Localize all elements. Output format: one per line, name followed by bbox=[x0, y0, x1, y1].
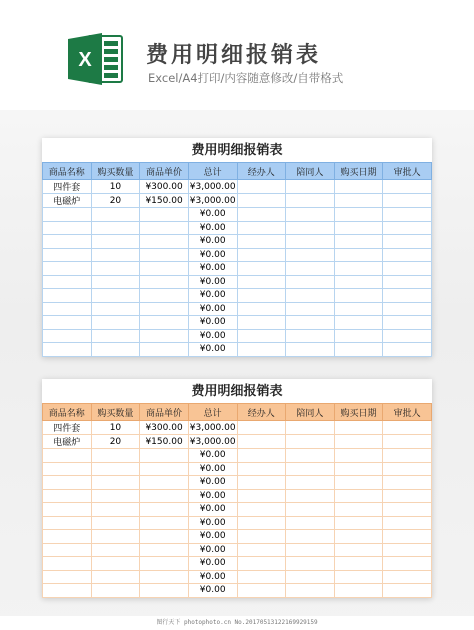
expense-sheet-orange bbox=[42, 379, 432, 598]
table-cell[interactable] bbox=[91, 248, 140, 262]
table-cell[interactable]: 10 bbox=[91, 421, 140, 435]
table-cell[interactable]: ¥0.00 bbox=[188, 343, 237, 357]
table-cell[interactable] bbox=[286, 530, 335, 544]
table-cell[interactable]: ¥0.00 bbox=[188, 462, 237, 476]
table-cell[interactable] bbox=[140, 584, 189, 598]
table-cell[interactable] bbox=[334, 435, 383, 449]
table-cell[interactable]: ¥0.00 bbox=[188, 530, 237, 544]
table-cell[interactable] bbox=[91, 516, 140, 530]
table-row bbox=[43, 435, 432, 449]
column-header: 陪同人 bbox=[286, 163, 335, 180]
table-cell[interactable] bbox=[237, 516, 286, 530]
table-cell[interactable] bbox=[334, 421, 383, 435]
table-cell[interactable] bbox=[140, 289, 189, 303]
column-header: 商品单价 bbox=[140, 163, 189, 180]
table-cell[interactable]: ¥3,000.00 bbox=[189, 422, 236, 433]
excel-logo-icon bbox=[68, 32, 124, 86]
table-cell[interactable] bbox=[334, 208, 383, 222]
table-cell[interactable] bbox=[140, 449, 189, 463]
table-cell[interactable] bbox=[286, 516, 335, 530]
table-cell[interactable] bbox=[286, 489, 335, 503]
table-cell[interactable] bbox=[140, 476, 189, 490]
table-cell[interactable] bbox=[237, 262, 286, 276]
table-cell[interactable] bbox=[237, 316, 286, 330]
table-cell[interactable] bbox=[91, 275, 140, 289]
table-cell[interactable] bbox=[91, 584, 140, 598]
column-header: 总计 bbox=[188, 404, 237, 421]
table-cell[interactable] bbox=[383, 316, 432, 330]
table-cell[interactable] bbox=[383, 194, 432, 208]
table-cell[interactable] bbox=[286, 557, 335, 571]
table-cell[interactable] bbox=[334, 530, 383, 544]
table-cell[interactable] bbox=[334, 180, 383, 194]
column-header: 总计 bbox=[188, 163, 237, 180]
table-cell[interactable]: ¥0.00 bbox=[188, 570, 237, 584]
table-cell[interactable] bbox=[383, 248, 432, 262]
table-cell[interactable]: ¥0.00 bbox=[188, 316, 237, 330]
table-cell[interactable]: 20 bbox=[91, 194, 140, 208]
column-header: 商品名称 bbox=[43, 163, 92, 180]
table-cell[interactable] bbox=[237, 489, 286, 503]
table-cell[interactable] bbox=[140, 489, 189, 503]
table-row bbox=[43, 194, 432, 208]
table-cell[interactable] bbox=[383, 435, 432, 449]
table-cell[interactable] bbox=[91, 503, 140, 517]
table-cell[interactable]: 四件套 bbox=[43, 421, 92, 435]
table-cell[interactable] bbox=[140, 543, 189, 557]
table-cell[interactable] bbox=[140, 503, 189, 517]
column-header: 审批人 bbox=[383, 404, 432, 421]
column-header: 商品单价 bbox=[140, 404, 189, 421]
table-cell[interactable] bbox=[237, 476, 286, 490]
table-cell[interactable]: ¥0.00 bbox=[188, 503, 237, 517]
table-cell[interactable] bbox=[334, 235, 383, 249]
table-cell[interactable] bbox=[43, 449, 92, 463]
column-header: 审批人 bbox=[383, 163, 432, 180]
table-cell[interactable] bbox=[237, 435, 286, 449]
table-row bbox=[43, 235, 432, 249]
table-row bbox=[43, 248, 432, 262]
table-cell[interactable] bbox=[286, 316, 335, 330]
table-cell[interactable] bbox=[43, 329, 92, 343]
table-cell[interactable] bbox=[91, 316, 140, 330]
table-cell[interactable] bbox=[43, 476, 92, 490]
table-cell[interactable] bbox=[383, 329, 432, 343]
table-cell[interactable]: ¥0.00 bbox=[188, 235, 237, 249]
table-cell[interactable]: ¥150.00 bbox=[140, 435, 189, 449]
sheet-title: 费用明细报销表 bbox=[191, 143, 283, 158]
table-cell[interactable] bbox=[91, 221, 140, 235]
table-cell[interactable] bbox=[43, 343, 92, 357]
header bbox=[0, 0, 474, 110]
table-cell[interactable]: ¥0.00 bbox=[188, 208, 237, 222]
table-row bbox=[43, 421, 432, 435]
table-cell[interactable] bbox=[43, 248, 92, 262]
table-cell[interactable] bbox=[383, 530, 432, 544]
table-cell[interactable] bbox=[383, 462, 432, 476]
table-cell[interactable]: ¥300.00 bbox=[140, 180, 189, 194]
table-cell[interactable] bbox=[334, 543, 383, 557]
table-row bbox=[43, 316, 432, 330]
table-cell[interactable] bbox=[334, 489, 383, 503]
table-cell[interactable] bbox=[334, 289, 383, 303]
table-cell[interactable]: ¥0.00 bbox=[188, 262, 237, 276]
table-cell[interactable]: ¥0.00 bbox=[188, 449, 237, 463]
table-cell[interactable] bbox=[286, 570, 335, 584]
watermark-footer: 图行天下 photophoto.cn No.20170513122169929159 bbox=[0, 616, 474, 630]
table-cell[interactable] bbox=[286, 543, 335, 557]
table-cell[interactable] bbox=[334, 221, 383, 235]
table-cell[interactable] bbox=[334, 194, 383, 208]
table-cell[interactable]: ¥3,000.00 bbox=[189, 195, 236, 206]
table-cell[interactable] bbox=[91, 462, 140, 476]
table-cell[interactable] bbox=[383, 302, 432, 316]
table-cell[interactable] bbox=[286, 275, 335, 289]
page-title: 费用明细报销表 bbox=[146, 43, 322, 68]
table-cell[interactable] bbox=[383, 584, 432, 598]
table-cell[interactable] bbox=[237, 584, 286, 598]
table-cell[interactable] bbox=[334, 557, 383, 571]
table-cell[interactable] bbox=[91, 208, 140, 222]
table-cell[interactable]: ¥0.00 bbox=[188, 557, 237, 571]
table-cell[interactable] bbox=[140, 530, 189, 544]
table-row bbox=[43, 221, 432, 235]
table-cell[interactable] bbox=[383, 275, 432, 289]
table-cell[interactable] bbox=[383, 208, 432, 222]
table-cell[interactable] bbox=[383, 516, 432, 530]
table-cell[interactable] bbox=[286, 329, 335, 343]
table-cell[interactable] bbox=[237, 194, 286, 208]
table-cell[interactable] bbox=[91, 235, 140, 249]
table-cell[interactable]: ¥0.00 bbox=[188, 489, 237, 503]
table-cell[interactable]: 20 bbox=[91, 435, 140, 449]
table-cell[interactable] bbox=[237, 449, 286, 463]
table-cell[interactable] bbox=[140, 462, 189, 476]
table-row bbox=[43, 489, 432, 503]
table-row bbox=[43, 570, 432, 584]
table-row bbox=[43, 302, 432, 316]
table-cell[interactable]: 电磁炉 bbox=[43, 194, 92, 208]
table-cell[interactable] bbox=[237, 180, 286, 194]
table-cell[interactable] bbox=[237, 503, 286, 517]
table-cell[interactable] bbox=[237, 208, 286, 222]
table-cell[interactable] bbox=[286, 194, 335, 208]
table-cell[interactable] bbox=[334, 262, 383, 276]
table-cell[interactable] bbox=[383, 570, 432, 584]
table-cell[interactable] bbox=[91, 557, 140, 571]
table-cell[interactable] bbox=[383, 476, 432, 490]
table-header-row bbox=[43, 404, 432, 421]
table-cell[interactable] bbox=[237, 302, 286, 316]
table-cell[interactable]: ¥0.00 bbox=[188, 248, 237, 262]
table-cell[interactable] bbox=[140, 302, 189, 316]
table-row bbox=[43, 462, 432, 476]
table-cell[interactable] bbox=[43, 570, 92, 584]
table-cell[interactable]: 电磁炉 bbox=[43, 435, 92, 449]
table-cell[interactable] bbox=[140, 316, 189, 330]
table-cell[interactable] bbox=[286, 262, 335, 276]
table-cell[interactable] bbox=[237, 221, 286, 235]
table-cell[interactable] bbox=[140, 329, 189, 343]
table-cell[interactable] bbox=[286, 343, 335, 357]
table-cell[interactable] bbox=[286, 449, 335, 463]
table-cell[interactable]: ¥0.00 bbox=[188, 516, 237, 530]
column-header: 经办人 bbox=[237, 404, 286, 421]
table-cell[interactable] bbox=[91, 329, 140, 343]
table-cell[interactable]: ¥0.00 bbox=[188, 584, 237, 598]
table-row bbox=[43, 449, 432, 463]
table-cell[interactable] bbox=[140, 221, 189, 235]
table-cell[interactable] bbox=[334, 343, 383, 357]
table-cell[interactable] bbox=[237, 343, 286, 357]
table-row bbox=[43, 343, 432, 357]
table-cell[interactable] bbox=[43, 235, 92, 249]
column-header: 购买数量 bbox=[91, 404, 140, 421]
table-cell[interactable] bbox=[91, 570, 140, 584]
table-cell[interactable]: ¥0.00 bbox=[188, 221, 237, 235]
table-row bbox=[43, 262, 432, 276]
table-cell[interactable] bbox=[286, 289, 335, 303]
table-cell[interactable] bbox=[286, 248, 335, 262]
table-cell[interactable] bbox=[334, 570, 383, 584]
table-cell[interactable] bbox=[334, 462, 383, 476]
table-cell[interactable] bbox=[237, 289, 286, 303]
table-row bbox=[43, 503, 432, 517]
table-cell[interactable] bbox=[383, 543, 432, 557]
table-cell[interactable] bbox=[334, 476, 383, 490]
sheet-title: 费用明细报销表 bbox=[191, 384, 283, 399]
table-cell[interactable] bbox=[383, 489, 432, 503]
table-cell[interactable] bbox=[140, 208, 189, 222]
table-row bbox=[43, 543, 432, 557]
table-cell[interactable] bbox=[237, 421, 286, 435]
table-cell[interactable]: ¥0.00 bbox=[188, 329, 237, 343]
table-cell[interactable]: ¥150.00 bbox=[140, 194, 189, 208]
table-cell[interactable] bbox=[237, 543, 286, 557]
table-cell[interactable] bbox=[43, 503, 92, 517]
table-cell[interactable]: ¥0.00 bbox=[188, 543, 237, 557]
table-row bbox=[43, 557, 432, 571]
column-header: 商品名称 bbox=[43, 404, 92, 421]
table-cell[interactable] bbox=[91, 262, 140, 276]
table-cell[interactable] bbox=[91, 476, 140, 490]
table-cell[interactable] bbox=[286, 302, 335, 316]
table-cell[interactable]: ¥0.00 bbox=[188, 275, 237, 289]
table-cell[interactable] bbox=[334, 584, 383, 598]
table-cell[interactable] bbox=[237, 235, 286, 249]
table-cell[interactable] bbox=[91, 489, 140, 503]
table-cell[interactable] bbox=[237, 530, 286, 544]
table-cell[interactable]: ¥300.00 bbox=[140, 421, 189, 435]
table-cell[interactable] bbox=[383, 421, 432, 435]
table-cell[interactable] bbox=[334, 302, 383, 316]
table-cell[interactable] bbox=[286, 476, 335, 490]
table-cell[interactable] bbox=[383, 235, 432, 249]
table-cell[interactable] bbox=[237, 570, 286, 584]
column-header: 购买日期 bbox=[334, 404, 383, 421]
table-cell[interactable] bbox=[140, 343, 189, 357]
table-cell[interactable]: 10 bbox=[91, 180, 140, 194]
table-cell[interactable] bbox=[43, 584, 92, 598]
table-cell[interactable] bbox=[334, 248, 383, 262]
table-cell[interactable] bbox=[383, 180, 432, 194]
table-cell[interactable] bbox=[43, 543, 92, 557]
table-cell[interactable] bbox=[286, 435, 335, 449]
table-cell[interactable] bbox=[140, 275, 189, 289]
table-cell[interactable] bbox=[43, 462, 92, 476]
table-cell[interactable]: ¥0.00 bbox=[188, 476, 237, 490]
table-cell[interactable] bbox=[237, 248, 286, 262]
column-header: 经办人 bbox=[237, 163, 286, 180]
table-cell[interactable] bbox=[383, 449, 432, 463]
table-cell[interactable] bbox=[43, 302, 92, 316]
table-cell[interactable] bbox=[91, 302, 140, 316]
table-row bbox=[43, 530, 432, 544]
column-header: 购买数量 bbox=[91, 163, 140, 180]
table-cell[interactable] bbox=[383, 343, 432, 357]
table-cell[interactable] bbox=[286, 584, 335, 598]
table-cell[interactable] bbox=[237, 275, 286, 289]
table-cell[interactable] bbox=[383, 503, 432, 517]
table-row bbox=[43, 476, 432, 490]
table-cell[interactable] bbox=[43, 557, 92, 571]
table-cell[interactable] bbox=[43, 489, 92, 503]
table-cell[interactable] bbox=[140, 516, 189, 530]
table-header-row bbox=[43, 163, 432, 180]
table-row bbox=[43, 208, 432, 222]
table-cell[interactable] bbox=[43, 516, 92, 530]
table-cell[interactable] bbox=[334, 329, 383, 343]
table-cell[interactable] bbox=[140, 262, 189, 276]
table-cell[interactable]: ¥3,000.00 bbox=[189, 436, 236, 447]
column-header: 购买日期 bbox=[334, 163, 383, 180]
table-cell[interactable] bbox=[91, 289, 140, 303]
table-cell[interactable] bbox=[286, 421, 335, 435]
table-cell[interactable]: ¥0.00 bbox=[188, 289, 237, 303]
table-cell[interactable] bbox=[383, 557, 432, 571]
table-cell[interactable] bbox=[140, 248, 189, 262]
expense-table bbox=[42, 162, 432, 357]
table-cell[interactable]: ¥3,000.00 bbox=[189, 181, 236, 192]
table-cell[interactable] bbox=[91, 343, 140, 357]
table-cell[interactable] bbox=[140, 557, 189, 571]
table-row bbox=[43, 275, 432, 289]
expense-table bbox=[42, 403, 432, 598]
table-cell[interactable] bbox=[43, 316, 92, 330]
table-cell[interactable] bbox=[140, 570, 189, 584]
table-cell[interactable] bbox=[334, 449, 383, 463]
table-cell[interactable] bbox=[286, 235, 335, 249]
table-row bbox=[43, 180, 432, 194]
table-cell[interactable] bbox=[91, 449, 140, 463]
column-header: 陪同人 bbox=[286, 404, 335, 421]
table-row bbox=[43, 584, 432, 598]
table-cell[interactable] bbox=[43, 208, 92, 222]
table-cell[interactable] bbox=[383, 262, 432, 276]
table-cell[interactable] bbox=[237, 329, 286, 343]
table-cell[interactable] bbox=[237, 462, 286, 476]
table-cell[interactable] bbox=[334, 503, 383, 517]
table-cell[interactable] bbox=[286, 462, 335, 476]
table-cell[interactable] bbox=[334, 275, 383, 289]
table-row bbox=[43, 329, 432, 343]
table-cell[interactable]: 四件套 bbox=[43, 180, 92, 194]
table-cell[interactable] bbox=[286, 208, 335, 222]
table-cell[interactable] bbox=[286, 221, 335, 235]
table-cell[interactable]: ¥0.00 bbox=[188, 302, 237, 316]
table-cell[interactable] bbox=[91, 530, 140, 544]
table-cell[interactable] bbox=[91, 543, 140, 557]
table-cell[interactable] bbox=[140, 235, 189, 249]
page-subtitle: Excel/A4打印/内容随意修改/自带格式 bbox=[148, 71, 344, 85]
table-cell[interactable] bbox=[43, 221, 92, 235]
table-cell[interactable] bbox=[383, 289, 432, 303]
table-row bbox=[43, 289, 432, 303]
table-row bbox=[43, 516, 432, 530]
table-cell[interactable] bbox=[334, 316, 383, 330]
table-cell[interactable] bbox=[43, 289, 92, 303]
table-cell[interactable] bbox=[43, 530, 92, 544]
expense-sheet-blue bbox=[42, 138, 432, 357]
table-cell[interactable] bbox=[286, 180, 335, 194]
table-cell[interactable] bbox=[334, 516, 383, 530]
table-cell[interactable] bbox=[286, 503, 335, 517]
table-cell[interactable] bbox=[43, 262, 92, 276]
logo-letter: X bbox=[78, 49, 92, 71]
table-cell[interactable] bbox=[383, 221, 432, 235]
table-cell[interactable] bbox=[43, 275, 92, 289]
table-cell[interactable] bbox=[237, 557, 286, 571]
